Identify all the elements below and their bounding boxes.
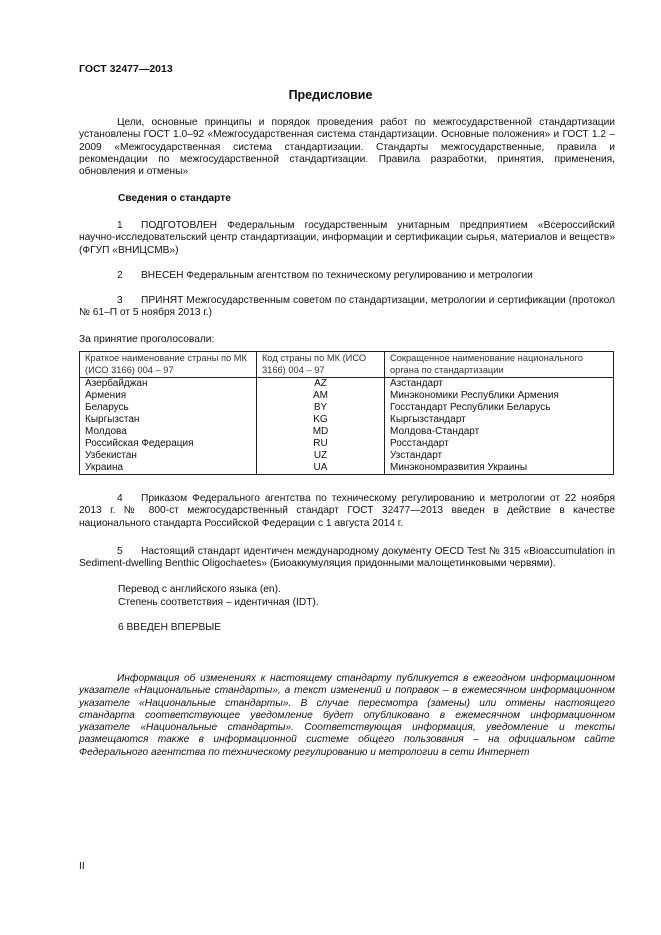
document-id: ГОСТ 32477—2013	[79, 63, 173, 75]
item-2	[79, 270, 615, 282]
col-country-name: Краткое наименование страны по МК (ИСО 3166) 004 – 97	[80, 352, 257, 378]
page-title: Предисловие	[288, 88, 373, 102]
table-row	[80, 426, 614, 438]
item-2-text: ВНЕСЕН Федеральным агентством по техническому регулированию и метрологии	[141, 270, 533, 281]
cell-body: Госстандарт Республики Беларусь	[385, 402, 614, 414]
item-4-text: Приказом Федерального агентства по техническому регулированию и метрологии от 22 ноября 2013 г. № 800-ст межгосударственный стандарт ГОСТ 32477—2013 введен в действие в качестве национального стандарта Российской Федерации с 1 августа 2014 г.	[79, 493, 615, 529]
cell-country: Беларусь	[80, 402, 257, 414]
cell-code: MD	[257, 426, 385, 438]
intro-paragraph: Цели, основные принципы и порядок проведения работ по межгосударственной стандартизации установлены ГОСТ 1.0–92 «Межгосударственная система стандартизации. Основные положения» и ГОСТ 1.2 – 2009 «Межгосударственная система стандартизации. Стандарты межгосударственные, правила и рекомендации по межгосударственной стандартизации. Правила разработки, принятия, применения, обновления и отмены»	[79, 117, 615, 178]
table-row	[80, 462, 614, 475]
item-1-text: ПОДГОТОВЛЕН Федеральным государственным унитарным предприятием «Всероссийский научно-исследовательский центр стандартизации, информации и сертификации сырья, материалов и веществ» (ФГУП «ВНИЦСМВ»)	[79, 220, 615, 256]
cell-body: Росстандарт	[385, 438, 614, 450]
item-4	[79, 493, 615, 530]
cell-body: Узстандарт	[385, 450, 614, 462]
cell-code: AM	[257, 390, 385, 402]
item-5	[79, 546, 615, 571]
cell-body: Азстандарт	[385, 378, 614, 391]
cell-code: KG	[257, 414, 385, 426]
item-3	[79, 295, 615, 320]
table-row	[80, 390, 614, 402]
item-5-text: Настоящий стандарт идентичен международному документу OECD Test № 315 «Bioaccumulation in Sediment-dwelling Benthic Oligochaetes» (Биоаккумуляция придонными малощетинковыми червями).	[79, 546, 615, 570]
cell-code: BY	[257, 402, 385, 414]
item-6: 6 ВВЕДЕН ВПЕРВЫЕ	[118, 622, 222, 633]
item-2-number: 2	[117, 270, 123, 281]
table-row	[80, 414, 614, 426]
cell-country: Российская Федерация	[80, 438, 257, 450]
table-row	[80, 450, 614, 462]
item-1-number: 1	[117, 220, 123, 231]
item-3-text: ПРИНЯТ Межгосударственным советом по стандартизации, метрологии и сертификации (протокол № 61–П от 5 ноября 2013 г.)	[79, 295, 615, 319]
item-5-number: 5	[117, 546, 123, 557]
cell-body: Кыргызстандарт	[385, 414, 614, 426]
cell-country: Молдова	[80, 426, 257, 438]
item-5-conformity: Степень соответствия – идентичная (IDT).	[118, 597, 319, 608]
cell-country: Армения	[80, 390, 257, 402]
cell-body: Минэкономразвития Украины	[385, 462, 614, 475]
cell-code: AZ	[257, 378, 385, 391]
page-number: II	[79, 861, 85, 872]
section-heading: Сведения о стандарте	[118, 193, 231, 204]
notice-paragraph: Информация об изменениях к настоящему стандарту публикуется в ежегодном информационном указателе «Национальные стандарты», а текст изменений и поправок – в ежемесячном информационном указателе «Национальные стандарты». В случае пересмотра (замены) или отмены настоящего стандарта соответствующее уведомление будет опубликовано в ежемесячном информационном указателе «Национальные стандарты». Соответствующая информация, уведомление и тексты размещаются также в информационной системе общего пользования – на официальном сайте Федерального агентства по техническому регулированию и метрологии в сети Интернет	[79, 673, 615, 758]
table-row	[80, 378, 614, 391]
table-header-row	[80, 352, 614, 378]
voting-table	[79, 351, 614, 475]
cell-country: Украина	[80, 462, 257, 475]
cell-body: Минэкономики Республики Армения	[385, 390, 614, 402]
cell-country: Азербайджан	[80, 378, 257, 391]
col-standards-body: Сокращенное наименование национального органа по стандартизации	[385, 352, 614, 378]
table-row	[80, 438, 614, 450]
item-1	[79, 220, 615, 257]
col-country-code: Код страны по МК (ИСО 3166) 004 – 97	[257, 352, 385, 378]
cell-code: RU	[257, 438, 385, 450]
vote-label: За принятие проголосовали:	[79, 334, 215, 345]
cell-country: Узбекистан	[80, 450, 257, 462]
cell-body: Молдова-Стандарт	[385, 426, 614, 438]
cell-country: Кыргызстан	[80, 414, 257, 426]
table-row	[80, 402, 614, 414]
cell-code: UZ	[257, 450, 385, 462]
cell-code: UA	[257, 462, 385, 475]
item-5-translation: Перевод с английского языка (en).	[118, 584, 281, 595]
item-4-number: 4	[117, 493, 123, 504]
item-3-number: 3	[117, 295, 123, 306]
